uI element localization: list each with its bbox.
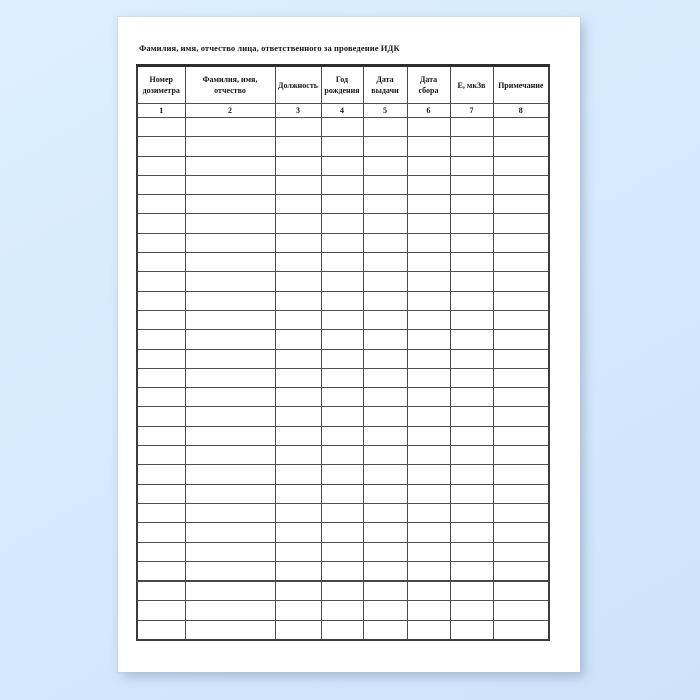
table-cell: [185, 426, 275, 445]
table-cell: [185, 310, 275, 329]
table-cell: [407, 484, 450, 503]
table-cell: [137, 253, 185, 272]
table-cell: [275, 368, 321, 387]
table-cell: [137, 484, 185, 503]
table-cell: [363, 253, 407, 272]
table-cell: [321, 330, 363, 349]
table-cell: [450, 253, 493, 272]
table-cell: [450, 581, 493, 601]
table-cell: [493, 233, 549, 252]
table-cell: [363, 310, 407, 329]
table-cell: [275, 195, 321, 214]
table-row: [137, 272, 549, 291]
table-cell: [137, 214, 185, 233]
table-cell: [321, 484, 363, 503]
table-cell: [137, 310, 185, 329]
table-cell: [275, 214, 321, 233]
table-cell: [493, 272, 549, 291]
table-cell: [450, 233, 493, 252]
table-row: [137, 581, 549, 601]
table-cell: [137, 272, 185, 291]
table-cell: [275, 561, 321, 581]
table-row: [137, 330, 549, 349]
table-cell: [450, 118, 493, 137]
table-cell: [275, 426, 321, 445]
table-cell: [493, 388, 549, 407]
table-cell: [137, 465, 185, 484]
table-cell: [275, 581, 321, 601]
table-cell: [321, 175, 363, 194]
table-cell: [137, 330, 185, 349]
table-cell: [321, 523, 363, 542]
table-cell: [450, 523, 493, 542]
table-cell: [407, 620, 450, 640]
table-cell: [407, 330, 450, 349]
table-cell: [275, 601, 321, 620]
table-cell: [137, 503, 185, 522]
table-cell: [321, 542, 363, 561]
table-cell: [363, 368, 407, 387]
table-cell: [493, 118, 549, 137]
table-row: [137, 195, 549, 214]
header-cell-dosimeter-number: Номер дозиметра: [137, 66, 185, 104]
table-cell: [137, 407, 185, 426]
table-cell: [450, 195, 493, 214]
table-cell: [450, 291, 493, 310]
table-cell: [493, 214, 549, 233]
table-cell: [363, 581, 407, 601]
table-cell: [407, 601, 450, 620]
table-row: [137, 156, 549, 175]
table-cell: [407, 426, 450, 445]
column-number-cell: 7: [450, 104, 493, 118]
table-row: [137, 426, 549, 445]
table-cell: [275, 137, 321, 156]
table-cell: [450, 368, 493, 387]
header-cell-position: Должность: [275, 66, 321, 104]
table-row: [137, 503, 549, 522]
table-cell: [450, 426, 493, 445]
table-cell: [493, 620, 549, 640]
table-cell: [185, 388, 275, 407]
table-cell: [321, 581, 363, 601]
table-cell: [407, 291, 450, 310]
table-cell: [275, 310, 321, 329]
table-cell: [407, 272, 450, 291]
table-cell: [493, 368, 549, 387]
table-cell: [493, 581, 549, 601]
table-cell: [450, 272, 493, 291]
table-cell: [363, 503, 407, 522]
table-cell: [275, 253, 321, 272]
table-cell: [407, 542, 450, 561]
table-cell: [363, 388, 407, 407]
table-row: [137, 601, 549, 620]
table-cell: [450, 446, 493, 465]
table-row: [137, 118, 549, 137]
column-number-cell: 5: [363, 104, 407, 118]
table-cell: [321, 503, 363, 522]
table-cell: [321, 156, 363, 175]
table-cell: [321, 388, 363, 407]
table-cell: [363, 620, 407, 640]
table-cell: [137, 561, 185, 581]
table-row: [137, 310, 549, 329]
table-cell: [407, 137, 450, 156]
table-cell: [275, 620, 321, 640]
table-cell: [407, 195, 450, 214]
table-cell: [275, 175, 321, 194]
table-cell: [407, 349, 450, 368]
table-cell: [363, 561, 407, 581]
table-cell: [137, 156, 185, 175]
table-cell: [185, 195, 275, 214]
table-cell: [363, 272, 407, 291]
table-cell: [363, 446, 407, 465]
table-cell: [493, 253, 549, 272]
table-cell: [450, 310, 493, 329]
table-cell: [407, 214, 450, 233]
header-cell-full-name: Фамилия, имя, отчество: [185, 66, 275, 104]
table-row: [137, 407, 549, 426]
table-row: [137, 561, 549, 581]
table-cell: [185, 291, 275, 310]
column-number-cell: 3: [275, 104, 321, 118]
table-row: [137, 484, 549, 503]
table-cell: [493, 137, 549, 156]
table-cell: [363, 484, 407, 503]
table-cell: [450, 601, 493, 620]
table-cell: [363, 426, 407, 445]
table-cell: [363, 542, 407, 561]
table-cell: [185, 581, 275, 601]
table-row: [137, 368, 549, 387]
table-cell: [137, 446, 185, 465]
table-cell: [407, 233, 450, 252]
header-cell-issue-date: Дата выдачи: [363, 66, 407, 104]
table-cell: [493, 349, 549, 368]
table-cell: [185, 156, 275, 175]
header-cell-collection-date: Дата сбора: [407, 66, 450, 104]
table-cell: [275, 388, 321, 407]
table-cell: [185, 542, 275, 561]
table-cell: [185, 253, 275, 272]
table-cell: [137, 233, 185, 252]
table-row: [137, 542, 549, 561]
table-cell: [321, 195, 363, 214]
table-cell: [450, 388, 493, 407]
table-row: [137, 446, 549, 465]
table-row: [137, 291, 549, 310]
header-cell-notes: Примечание: [493, 66, 549, 104]
table-row: [137, 523, 549, 542]
table-cell: [185, 137, 275, 156]
table-cell: [493, 446, 549, 465]
table-cell: [407, 310, 450, 329]
table-cell: [321, 291, 363, 310]
table-cell: [185, 523, 275, 542]
table-cell: [321, 349, 363, 368]
table-cell: [450, 503, 493, 522]
table-cell: [275, 484, 321, 503]
table-cell: [137, 291, 185, 310]
table-cell: [407, 581, 450, 601]
table-cell: [275, 446, 321, 465]
table-cell: [137, 581, 185, 601]
table-cell: [137, 118, 185, 137]
table-cell: [493, 542, 549, 561]
table-cell: [407, 523, 450, 542]
table-cell: [493, 601, 549, 620]
table-cell: [363, 233, 407, 252]
table-cell: [137, 542, 185, 561]
column-number-cell: 2: [185, 104, 275, 118]
table-cell: [363, 118, 407, 137]
table-body: [137, 118, 549, 641]
table-cell: [450, 542, 493, 561]
table-cell: [185, 561, 275, 581]
table-cell: [185, 407, 275, 426]
table-cell: [321, 253, 363, 272]
table-row: [137, 465, 549, 484]
table-cell: [450, 484, 493, 503]
table-cell: [321, 465, 363, 484]
table-cell: [137, 426, 185, 445]
column-numbers-row: [137, 104, 549, 118]
table-cell: [493, 426, 549, 445]
table-cell: [185, 349, 275, 368]
table-cell: [185, 601, 275, 620]
table-cell: [321, 620, 363, 640]
table-row: [137, 349, 549, 368]
table-cell: [407, 561, 450, 581]
column-number-cell: 8: [493, 104, 549, 118]
table-cell: [275, 465, 321, 484]
table-row: [137, 253, 549, 272]
table-cell: [275, 503, 321, 522]
table-cell: [493, 503, 549, 522]
table-cell: [450, 156, 493, 175]
table-cell: [363, 465, 407, 484]
table-row: [137, 137, 549, 156]
table-cell: [450, 561, 493, 581]
table-cell: [363, 601, 407, 620]
table-cell: [137, 175, 185, 194]
table-cell: [137, 195, 185, 214]
table-cell: [407, 503, 450, 522]
table-cell: [321, 446, 363, 465]
table-cell: [137, 137, 185, 156]
table-cell: [407, 446, 450, 465]
table-cell: [275, 118, 321, 137]
table-cell: [493, 291, 549, 310]
column-number-cell: 1: [137, 104, 185, 118]
table-cell: [137, 368, 185, 387]
table-cell: [363, 175, 407, 194]
table-row: [137, 233, 549, 252]
table-header-row: [137, 66, 549, 104]
table-cell: [275, 523, 321, 542]
table-cell: [185, 175, 275, 194]
table-cell: [185, 620, 275, 640]
table-cell: [363, 523, 407, 542]
table-cell: [185, 503, 275, 522]
table-cell: [450, 349, 493, 368]
table-cell: [185, 368, 275, 387]
table-cell: [185, 330, 275, 349]
table-cell: [363, 330, 407, 349]
table-cell: [137, 620, 185, 640]
table-cell: [407, 118, 450, 137]
table-cell: [185, 118, 275, 137]
table-cell: [407, 407, 450, 426]
table-cell: [185, 272, 275, 291]
table-cell: [363, 349, 407, 368]
table-cell: [275, 291, 321, 310]
table-cell: [321, 118, 363, 137]
table-cell: [493, 523, 549, 542]
header-cell-birth-year: Год рождения: [321, 66, 363, 104]
table-cell: [493, 175, 549, 194]
table-cell: [450, 620, 493, 640]
table-cell: [321, 601, 363, 620]
table-cell: [321, 272, 363, 291]
document-title: Фамилия, имя, отчество лица, ответственного за проведение ИДК: [139, 43, 400, 53]
table-cell: [321, 214, 363, 233]
table-cell: [275, 233, 321, 252]
table-cell: [363, 195, 407, 214]
table-cell: [450, 214, 493, 233]
table-cell: [407, 253, 450, 272]
table-cell: [493, 310, 549, 329]
table-cell: [185, 233, 275, 252]
table-cell: [493, 561, 549, 581]
table-cell: [450, 175, 493, 194]
table-cell: [275, 272, 321, 291]
table-cell: [185, 214, 275, 233]
table-cell: [321, 137, 363, 156]
document-page: [118, 17, 580, 672]
table-row: [137, 620, 549, 640]
table-cell: [321, 310, 363, 329]
table-row: [137, 175, 549, 194]
table-cell: [450, 407, 493, 426]
table-cell: [450, 330, 493, 349]
table-cell: [321, 561, 363, 581]
table-cell: [137, 349, 185, 368]
column-number-cell: 6: [407, 104, 450, 118]
table-cell: [493, 330, 549, 349]
table-cell: [363, 407, 407, 426]
table-cell: [275, 542, 321, 561]
table-cell: [407, 156, 450, 175]
table-cell: [137, 388, 185, 407]
table-cell: [137, 523, 185, 542]
table-cell: [493, 465, 549, 484]
table-cell: [493, 156, 549, 175]
table-cell: [363, 214, 407, 233]
table-cell: [321, 426, 363, 445]
table-cell: [275, 330, 321, 349]
table-cell: [450, 137, 493, 156]
table-cell: [407, 388, 450, 407]
table-cell: [137, 601, 185, 620]
table-cell: [321, 233, 363, 252]
table-cell: [407, 175, 450, 194]
table-cell: [407, 368, 450, 387]
table-cell: [450, 465, 493, 484]
table-cell: [185, 465, 275, 484]
table-cell: [493, 195, 549, 214]
table-cell: [407, 465, 450, 484]
table-cell: [493, 407, 549, 426]
dosimeter-log-table: [136, 64, 550, 641]
table-cell: [363, 137, 407, 156]
header-cell-dose: Е, мкЗв: [450, 66, 493, 104]
table-row: [137, 214, 549, 233]
table-cell: [275, 349, 321, 368]
table-cell: [363, 156, 407, 175]
table-cell: [363, 291, 407, 310]
table-cell: [275, 156, 321, 175]
table-cell: [321, 368, 363, 387]
table-cell: [185, 484, 275, 503]
table-cell: [321, 407, 363, 426]
column-number-cell: 4: [321, 104, 363, 118]
table-row: [137, 388, 549, 407]
table-cell: [275, 407, 321, 426]
table-cell: [493, 484, 549, 503]
table-cell: [185, 446, 275, 465]
